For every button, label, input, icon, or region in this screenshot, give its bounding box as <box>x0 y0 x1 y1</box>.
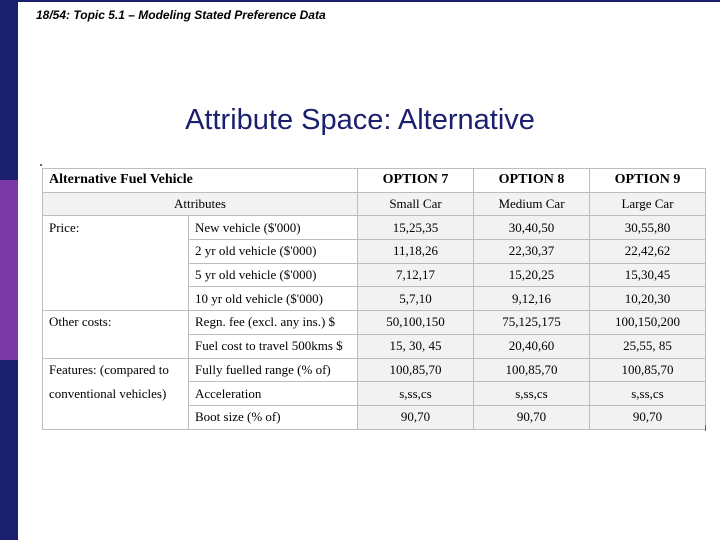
sidebar-segment-middle <box>0 180 18 360</box>
value-cell: 90,70 <box>474 405 590 429</box>
attribute-cell: 2 yr old vehicle ($'000) <box>189 240 358 264</box>
table-subheader-row <box>43 192 706 216</box>
size-label: Medium Car <box>474 192 590 216</box>
value-cell: 100,85,70 <box>590 358 706 382</box>
value-cell: 22,30,37 <box>474 240 590 264</box>
value-cell: s,ss,cs <box>474 382 590 406</box>
table-row <box>43 216 706 240</box>
attribute-cell: Fully fuelled range (% of) <box>189 358 358 382</box>
attributes-label: Attributes <box>43 192 358 216</box>
size-label: Large Car <box>590 192 706 216</box>
category-cell: conventional vehicles) <box>43 382 189 406</box>
option-header: OPTION 8 <box>474 169 590 193</box>
attribute-cell: New vehicle ($'000) <box>189 216 358 240</box>
sidebar-stripe <box>0 0 18 540</box>
table-row <box>43 382 706 406</box>
value-cell: 15, 30, 45 <box>358 334 474 358</box>
category-cell: Features: (compared to <box>43 358 189 382</box>
value-cell: 100,150,200 <box>590 311 706 335</box>
value-cell: 15,25,35 <box>358 216 474 240</box>
attribute-cell: Acceleration <box>189 382 358 406</box>
slide-header: 18/54: Topic 5.1 – Modeling Stated Preference Data <box>36 8 326 22</box>
category-cell <box>43 405 189 429</box>
attribute-cell: 10 yr old vehicle ($'000) <box>189 287 358 311</box>
value-cell: 30,55,80 <box>590 216 706 240</box>
attribute-cell: Boot size (% of) <box>189 405 358 429</box>
table-row <box>43 311 706 335</box>
value-cell: 90,70 <box>358 405 474 429</box>
table-row <box>43 263 706 287</box>
top-rule <box>18 0 720 2</box>
table-row <box>43 358 706 382</box>
attribute-table <box>42 168 706 430</box>
table-row <box>43 240 706 264</box>
table-edge-mark <box>705 425 706 431</box>
value-cell: 25,55, 85 <box>590 334 706 358</box>
table-row <box>43 405 706 429</box>
attribute-cell: Regn. fee (excl. any ins.) $ <box>189 311 358 335</box>
category-cell <box>43 287 189 311</box>
value-cell: 20,40,60 <box>474 334 590 358</box>
category-cell: Price: <box>43 216 189 240</box>
value-cell: 9,12,16 <box>474 287 590 311</box>
category-cell <box>43 263 189 287</box>
sidebar-segment-top <box>0 0 18 180</box>
value-cell: 15,30,45 <box>590 263 706 287</box>
table-row <box>43 287 706 311</box>
table-corner-mark <box>40 164 42 166</box>
option-header: OPTION 7 <box>358 169 474 193</box>
attribute-cell: Fuel cost to travel 500kms $ <box>189 334 358 358</box>
value-cell: s,ss,cs <box>358 382 474 406</box>
value-cell: s,ss,cs <box>590 382 706 406</box>
table-corner-label: Alternative Fuel Vehicle <box>43 169 358 193</box>
value-cell: 5,7,10 <box>358 287 474 311</box>
value-cell: 11,18,26 <box>358 240 474 264</box>
table-row <box>43 334 706 358</box>
size-label: Small Car <box>358 192 474 216</box>
table-header-row <box>43 169 706 193</box>
value-cell: 50,100,150 <box>358 311 474 335</box>
value-cell: 7,12,17 <box>358 263 474 287</box>
value-cell: 100,85,70 <box>358 358 474 382</box>
value-cell: 15,20,25 <box>474 263 590 287</box>
sidebar-segment-bottom <box>0 360 18 540</box>
value-cell: 100,85,70 <box>474 358 590 382</box>
option-header: OPTION 9 <box>590 169 706 193</box>
category-cell: Other costs: <box>43 311 189 335</box>
slide-title: Attribute Space: Alternative <box>185 104 535 136</box>
attribute-cell: 5 yr old vehicle ($'000) <box>189 263 358 287</box>
value-cell: 90,70 <box>590 405 706 429</box>
value-cell: 30,40,50 <box>474 216 590 240</box>
category-cell <box>43 334 189 358</box>
value-cell: 10,20,30 <box>590 287 706 311</box>
value-cell: 22,42,62 <box>590 240 706 264</box>
category-cell <box>43 240 189 264</box>
value-cell: 75,125,175 <box>474 311 590 335</box>
